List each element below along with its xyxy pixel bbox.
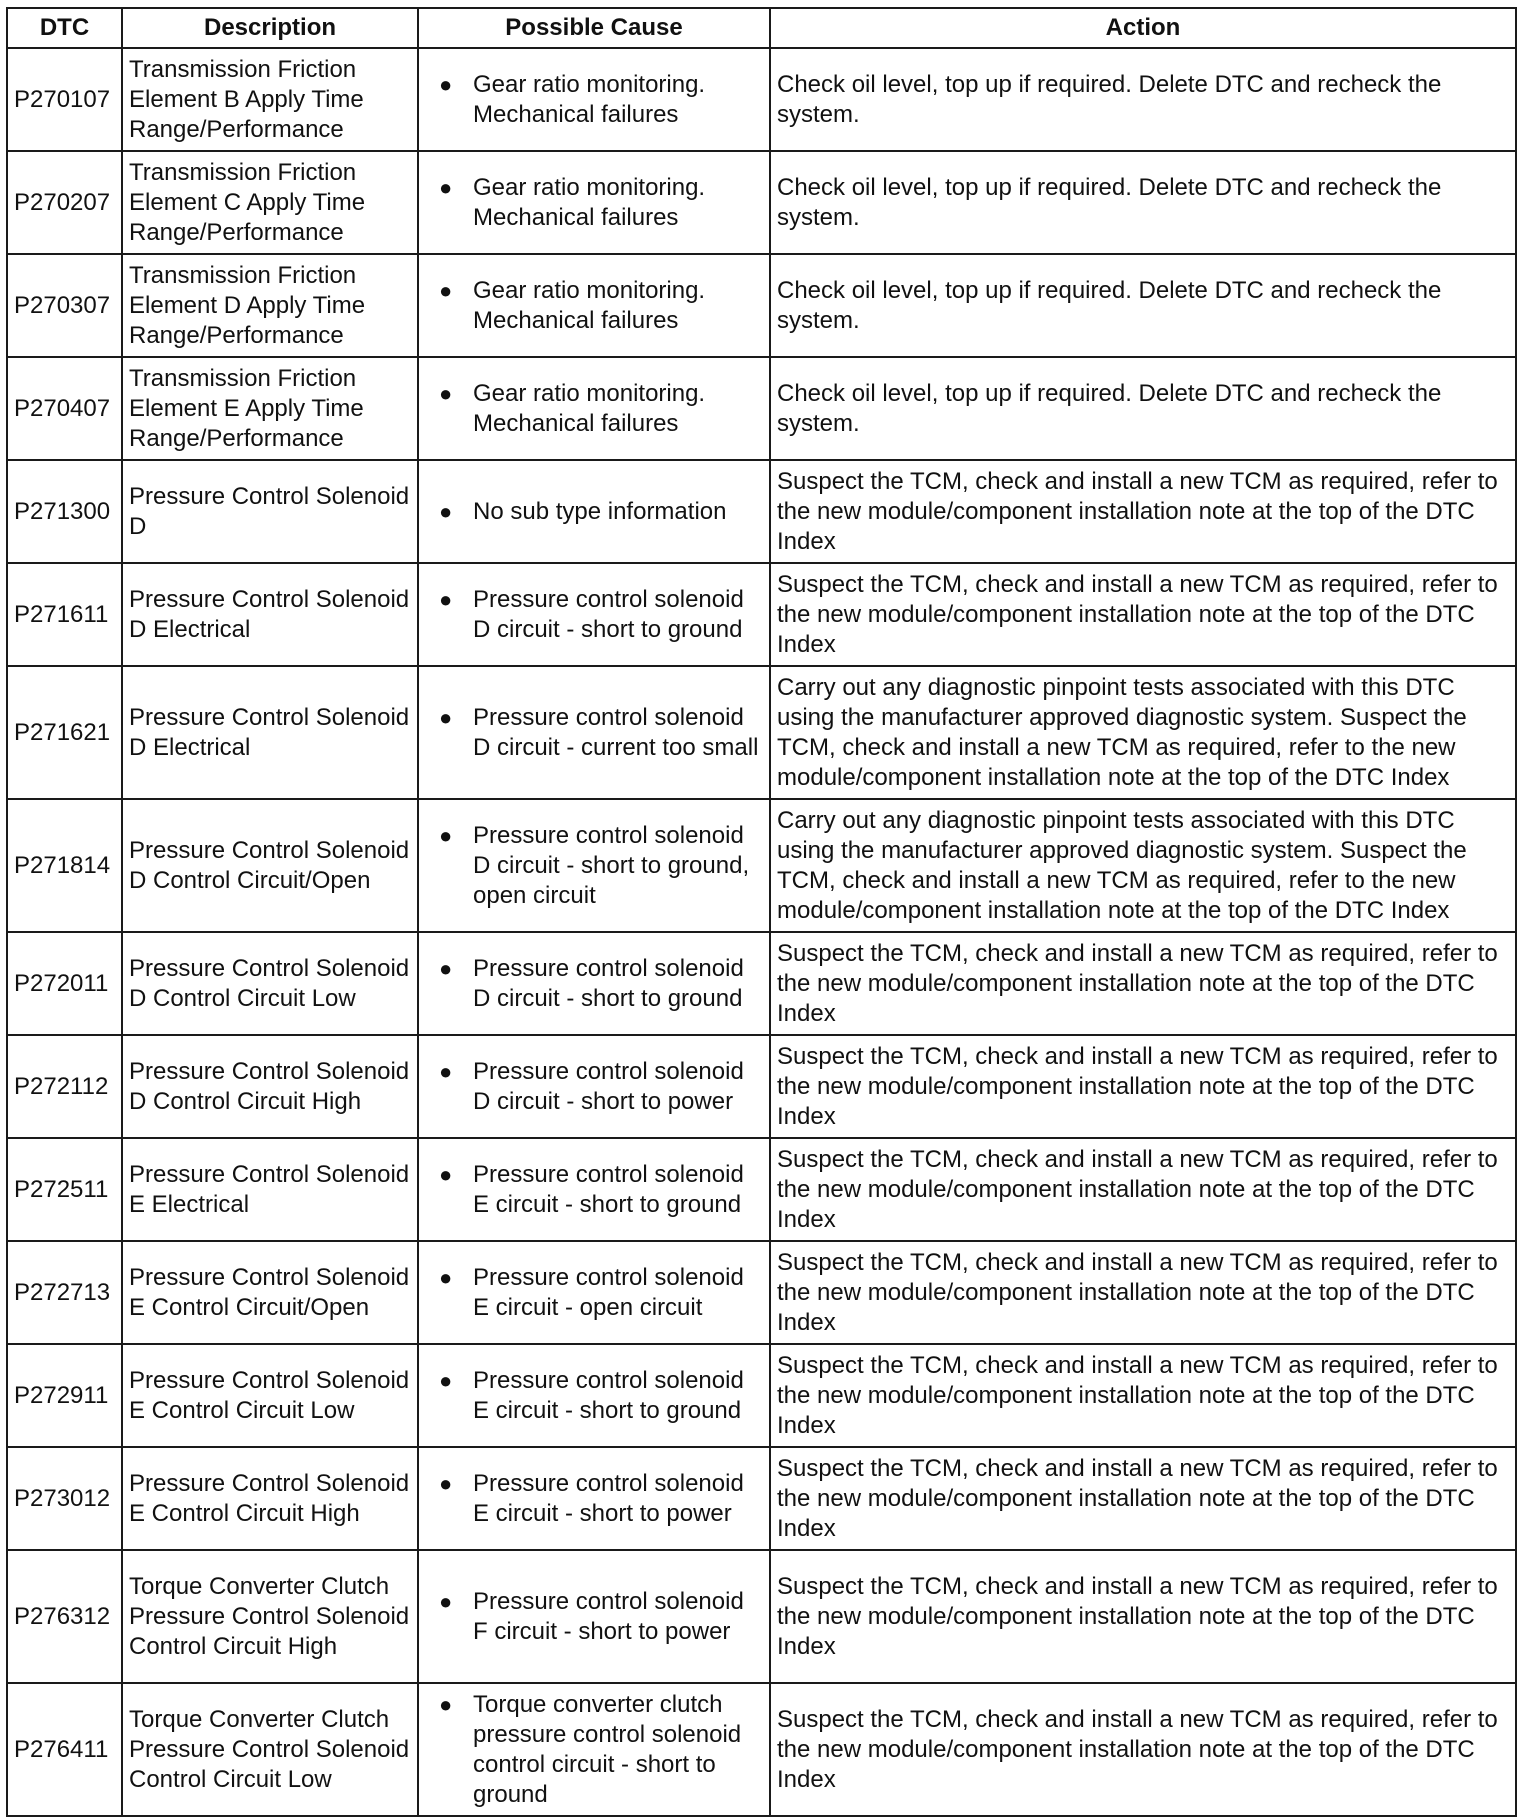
action-cell: Suspect the TCM, check and install a new TCM as required, refer to the new module/component installation note at the top of the DTC Index	[770, 1138, 1516, 1241]
table-row	[7, 357, 1516, 460]
possible-cause-cell	[418, 254, 770, 357]
table-row	[7, 1344, 1516, 1447]
table-row	[7, 932, 1516, 1035]
possible-cause-cell	[418, 1241, 770, 1344]
possible-cause-cell	[418, 666, 770, 799]
dtc-code: P270307	[7, 254, 122, 357]
cause-item: ● Pressure control solenoid D circuit - current too small	[473, 703, 763, 763]
possible-cause-cell	[418, 460, 770, 563]
dtc-code: P270207	[7, 151, 122, 254]
possible-cause-cell	[418, 799, 770, 932]
cause-item: ● Torque converter clutch pressure control solenoid control circuit - short to ground	[473, 1690, 763, 1810]
table-row	[7, 1550, 1516, 1683]
table-row	[7, 1683, 1516, 1816]
cause-item: ● Gear ratio monitoring. Mechanical failures	[473, 70, 763, 130]
description-cell: Pressure Control Solenoid E Control Circuit/Open	[122, 1241, 418, 1344]
possible-cause-cell	[418, 1035, 770, 1138]
dtc-code: P272511	[7, 1138, 122, 1241]
dtc-code: P276312	[7, 1550, 122, 1683]
possible-cause-cell	[418, 563, 770, 666]
header-action: Action	[770, 8, 1516, 48]
header-description: Description	[122, 8, 418, 48]
action-cell: Suspect the TCM, check and install a new TCM as required, refer to the new module/component installation note at the top of the DTC Index	[770, 563, 1516, 666]
header-possible-cause: Possible Cause	[418, 8, 770, 48]
action-cell: Check oil level, top up if required. Delete DTC and recheck the system.	[770, 357, 1516, 460]
possible-cause-cell	[418, 932, 770, 1035]
possible-cause-cell	[418, 1447, 770, 1550]
description-cell: Torque Converter Clutch Pressure Control Solenoid Control Circuit Low	[122, 1683, 418, 1816]
action-cell: Check oil level, top up if required. Delete DTC and recheck the system.	[770, 254, 1516, 357]
table-row	[7, 151, 1516, 254]
cause-item: ● Pressure control solenoid D circuit - short to power	[473, 1057, 763, 1117]
description-cell: Transmission Friction Element C Apply Time Range/Performance	[122, 151, 418, 254]
cause-item: ● Pressure control solenoid E circuit - open circuit	[473, 1263, 763, 1323]
table-row	[7, 1138, 1516, 1241]
action-cell: Suspect the TCM, check and install a new TCM as required, refer to the new module/component installation note at the top of the DTC Index	[770, 932, 1516, 1035]
cause-item: ● Pressure control solenoid D circuit - short to ground, open circuit	[473, 821, 763, 911]
description-cell: Transmission Friction Element D Apply Time Range/Performance	[122, 254, 418, 357]
dtc-code: P272112	[7, 1035, 122, 1138]
dtc-table	[6, 7, 1517, 1817]
header-dtc: DTC	[7, 8, 122, 48]
description-cell: Transmission Friction Element E Apply Time Range/Performance	[122, 357, 418, 460]
description-cell: Pressure Control Solenoid D Control Circuit Low	[122, 932, 418, 1035]
dtc-code: P273012	[7, 1447, 122, 1550]
possible-cause-cell	[418, 357, 770, 460]
description-cell: Pressure Control Solenoid E Electrical	[122, 1138, 418, 1241]
dtc-code: P272011	[7, 932, 122, 1035]
description-cell: Pressure Control Solenoid D Control Circuit High	[122, 1035, 418, 1138]
cause-item: ● Pressure control solenoid E circuit - short to power	[473, 1469, 763, 1529]
table-row	[7, 48, 1516, 151]
description-cell: Pressure Control Solenoid E Control Circuit High	[122, 1447, 418, 1550]
possible-cause-cell	[418, 48, 770, 151]
dtc-code: P271621	[7, 666, 122, 799]
possible-cause-cell	[418, 1683, 770, 1816]
cause-item: ● Gear ratio monitoring. Mechanical failures	[473, 173, 763, 233]
possible-cause-cell	[418, 151, 770, 254]
description-cell: Pressure Control Solenoid D	[122, 460, 418, 563]
dtc-code: P271814	[7, 799, 122, 932]
description-cell: Pressure Control Solenoid E Control Circuit Low	[122, 1344, 418, 1447]
dtc-code: P270407	[7, 357, 122, 460]
description-cell: Transmission Friction Element B Apply Time Range/Performance	[122, 48, 418, 151]
cause-item: ● Pressure control solenoid E circuit - short to ground	[473, 1160, 763, 1220]
table-row	[7, 1447, 1516, 1550]
action-cell: Suspect the TCM, check and install a new TCM as required, refer to the new module/component installation note at the top of the DTC Index	[770, 1035, 1516, 1138]
table-row	[7, 666, 1516, 799]
action-cell: Suspect the TCM, check and install a new TCM as required, refer to the new module/component installation note at the top of the DTC Index	[770, 460, 1516, 563]
table-row	[7, 1241, 1516, 1344]
action-cell: Check oil level, top up if required. Delete DTC and recheck the system.	[770, 151, 1516, 254]
dtc-code: P271611	[7, 563, 122, 666]
cause-item: ● Pressure control solenoid F circuit - short to power	[473, 1587, 763, 1647]
action-cell: Suspect the TCM, check and install a new TCM as required, refer to the new module/component installation note at the top of the DTC Index	[770, 1550, 1516, 1683]
action-cell: Carry out any diagnostic pinpoint tests associated with this DTC using the manufacturer approved diagnostic system. Suspect the TCM, check and install a new TCM as required, refer to the new module/component installation note at the top of the DTC Index	[770, 666, 1516, 799]
dtc-code: P272911	[7, 1344, 122, 1447]
description-cell: Pressure Control Solenoid D Electrical	[122, 563, 418, 666]
cause-item: ● Pressure control solenoid D circuit - short to ground	[473, 954, 763, 1014]
description-cell: Torque Converter Clutch Pressure Control Solenoid Control Circuit High	[122, 1550, 418, 1683]
dtc-code: P270107	[7, 48, 122, 151]
action-cell: Suspect the TCM, check and install a new TCM as required, refer to the new module/component installation note at the top of the DTC Index	[770, 1241, 1516, 1344]
dtc-code: P271300	[7, 460, 122, 563]
cause-item: ● Pressure control solenoid D circuit - short to ground	[473, 585, 763, 645]
cause-item: ● No sub type information	[473, 497, 763, 527]
cause-item: ● Gear ratio monitoring. Mechanical failures	[473, 276, 763, 336]
table-row	[7, 460, 1516, 563]
dtc-code: P272713	[7, 1241, 122, 1344]
description-cell: Pressure Control Solenoid D Control Circuit/Open	[122, 799, 418, 932]
action-cell: Suspect the TCM, check and install a new TCM as required, refer to the new module/component installation note at the top of the DTC Index	[770, 1447, 1516, 1550]
possible-cause-cell	[418, 1550, 770, 1683]
possible-cause-cell	[418, 1138, 770, 1241]
action-cell: Check oil level, top up if required. Delete DTC and recheck the system.	[770, 48, 1516, 151]
action-cell: Carry out any diagnostic pinpoint tests associated with this DTC using the manufacturer approved diagnostic system. Suspect the TCM, check and install a new TCM as required, refer to the new module/component installation note at the top of the DTC Index	[770, 799, 1516, 932]
action-cell: Suspect the TCM, check and install a new TCM as required, refer to the new module/component installation note at the top of the DTC Index	[770, 1683, 1516, 1816]
action-cell: Suspect the TCM, check and install a new TCM as required, refer to the new module/component installation note at the top of the DTC Index	[770, 1344, 1516, 1447]
possible-cause-cell	[418, 1344, 770, 1447]
table-row	[7, 1035, 1516, 1138]
cause-item: ● Pressure control solenoid E circuit - short to ground	[473, 1366, 763, 1426]
table-row	[7, 799, 1516, 932]
table-row	[7, 254, 1516, 357]
table-row	[7, 563, 1516, 666]
dtc-code: P276411	[7, 1683, 122, 1816]
cause-item: ● Gear ratio monitoring. Mechanical failures	[473, 379, 763, 439]
header-row	[7, 8, 1516, 48]
description-cell: Pressure Control Solenoid D Electrical	[122, 666, 418, 799]
